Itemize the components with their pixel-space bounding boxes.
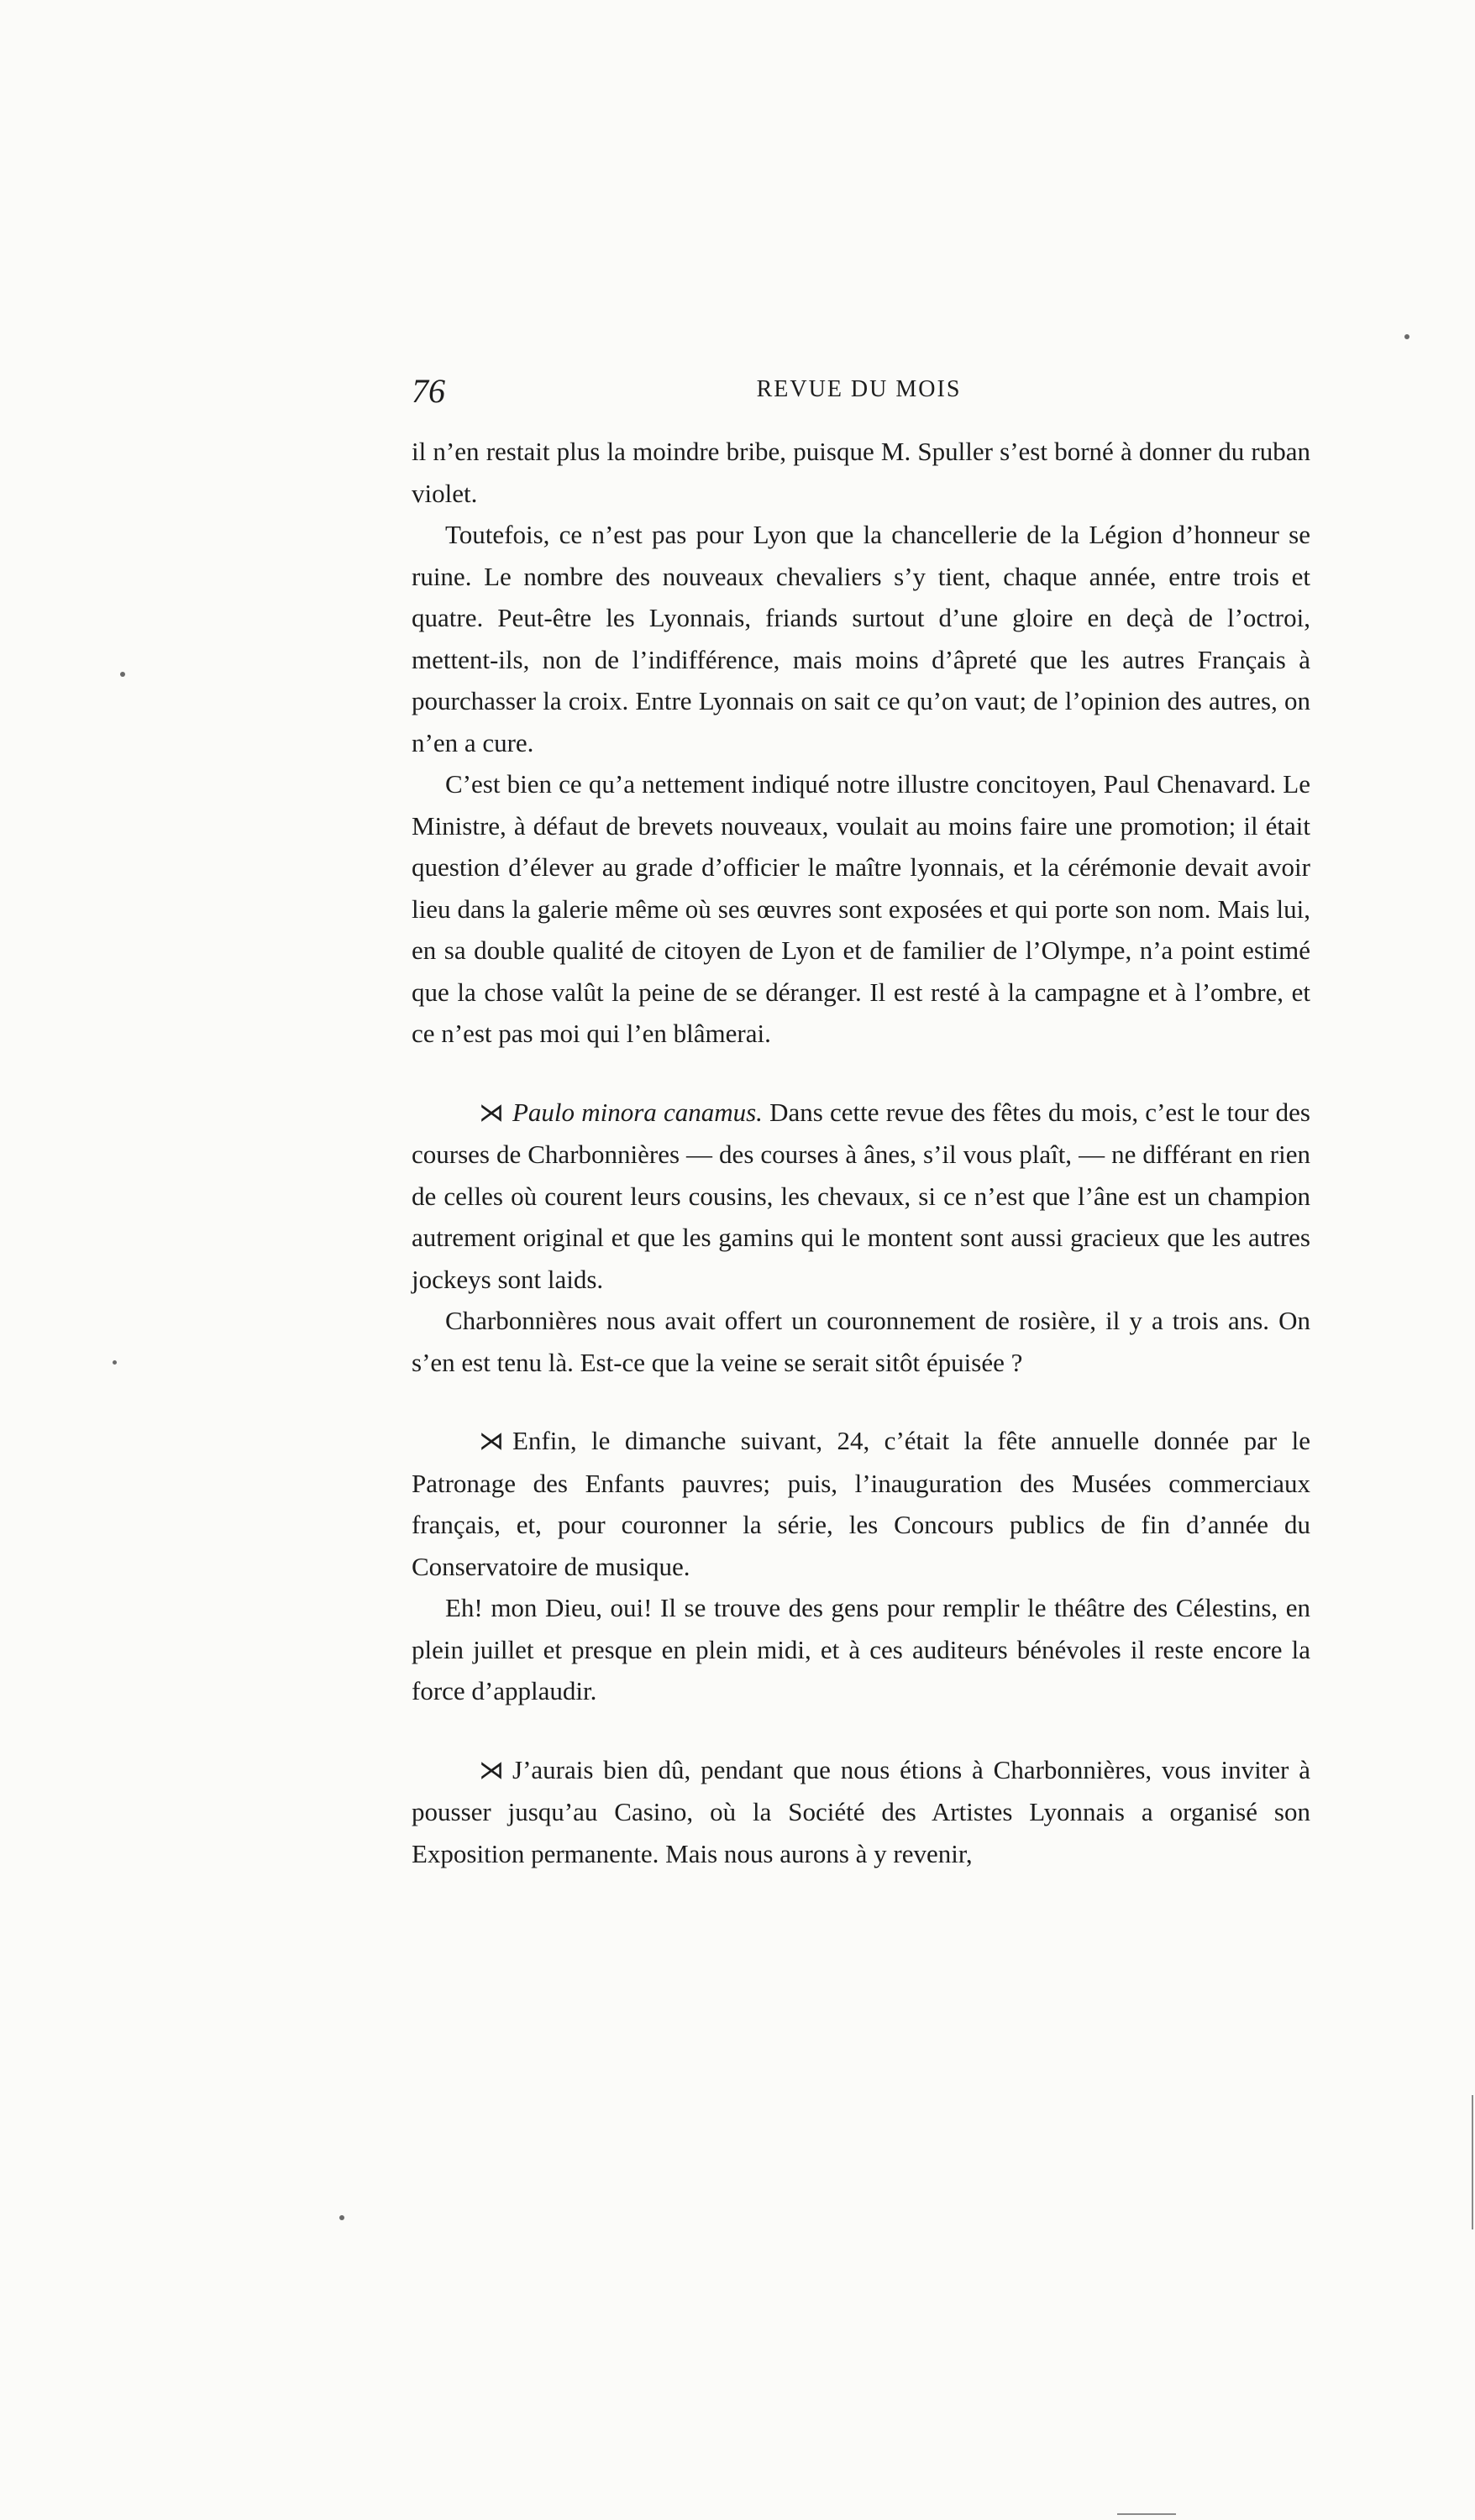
paragraph-text: Dans cette revue des fêtes du mois, c’est le tour des courses de Charbonnières — des courses à ânes, s’il vous plaît, — ne différant en rien de celles où courent leurs cousins, les chevaux, si ce n’est que l’âne est un champion autrement original et que les gamins qui le montent sont aussi gracieux que les autres jockeys sont laids. (412, 1097, 1310, 1294)
paragraph-6 (412, 1420, 1310, 1587)
page-number: 76 (412, 372, 445, 410)
scan-speck (339, 2215, 344, 2220)
paragraph-1 (412, 431, 1310, 514)
scan-edge-line (1472, 2095, 1473, 2229)
body-text (412, 431, 1310, 1874)
paragraph-4 (412, 1092, 1310, 1301)
section-gap (412, 1055, 1310, 1092)
scan-edge-line (1117, 2513, 1176, 2515)
section-star-icon: ⋊ (479, 1756, 504, 1784)
page-header (412, 371, 1306, 422)
paragraph-text: Toutefois, ce n’est pas pour Lyon que la chancellerie de la Légion d’honneur se ruine. Le nombre des nouveaux chevaliers s’y tient, chaque année, entre trois et quatre. Peut-être les Lyonnais, friands surtout d’une gloire en deçà de l’octroi, mettent-ils, non de l’indifférence, mais moins d’âpreté que les autres Français à pourchasser la croix. Entre Lyonnais on sait ce qu’on vaut; de l’opinion des autres, on n’en a cure. (412, 520, 1310, 757)
paragraph-text: C’est bien ce qu’a nettement indiqué notre illustre concitoyen, Paul Chenavard. Le Ministre, à défaut de brevets nouveaux, voulait au moins faire une promotion; il était question d’élever au grade d’officier le maître lyonnais, et la cérémonie devait avoir lieu dans la galerie même où ses œuvres sont exposées et qui porte son nom. Mais lui, en sa double qualité de citoyen de Lyon et de familier de l’Olympe, n’a point estimé que la chose valût la peine de se déranger. Il est resté à la campagne et à l’ombre, et ce n’est pas moi qui l’en blâmerai. (412, 769, 1310, 1048)
running-head: REVUE DU MOIS (756, 376, 962, 402)
section-star-icon: ⋊ (479, 1098, 504, 1127)
scan-speck (120, 672, 125, 677)
scan-speck (1404, 334, 1409, 339)
paragraph-text: Charbonnières nous avait offert un couronnement de rosière, il y a trois ans. On s’en est tenu là. Est-ce que la veine se serait sitôt épuisée ? (412, 1306, 1310, 1377)
paragraph-8 (412, 1749, 1310, 1875)
paragraph-7 (412, 1587, 1310, 1712)
paragraph-text: J’aurais bien dû, pendant que nous étions à Charbonnières, vous inviter à pousser jusqu’au Casino, où la Société des Artistes Lyonnais a organisé son Exposition permanente. Mais nous aurons à y revenir, (412, 1754, 1310, 1868)
paragraph-text: Eh! mon Dieu, oui! Il se trouve des gens pour remplir le théâtre des Célestins, en plein juillet et presque en plein midi, et à ces auditeurs bénévoles il reste encore la force d’applaudir. (412, 1593, 1310, 1705)
paragraph-2 (412, 514, 1310, 763)
paragraph-text: il n’en restait plus la moindre bribe, puisque M. Spuller s’est borné à donner du ruban violet. (412, 437, 1310, 508)
paragraph-text: Enfin, le dimanche suivant, 24, c’était la fête annuelle donnée par le Patronage des Enfants pauvres; puis, l’inauguration des Musées commerciaux français, et, pour couronner la série, les Concours publics de fin d’année du Conservatoire de musique. (412, 1426, 1310, 1581)
paragraph-5 (412, 1300, 1310, 1383)
section-gap (412, 1712, 1310, 1749)
paragraph-3 (412, 763, 1310, 1055)
section-star-icon: ⋊ (479, 1428, 504, 1455)
scan-speck (113, 1360, 117, 1365)
paragraph-italic-lead: Paulo minora canamus. (512, 1097, 763, 1127)
section-gap (412, 1383, 1310, 1420)
